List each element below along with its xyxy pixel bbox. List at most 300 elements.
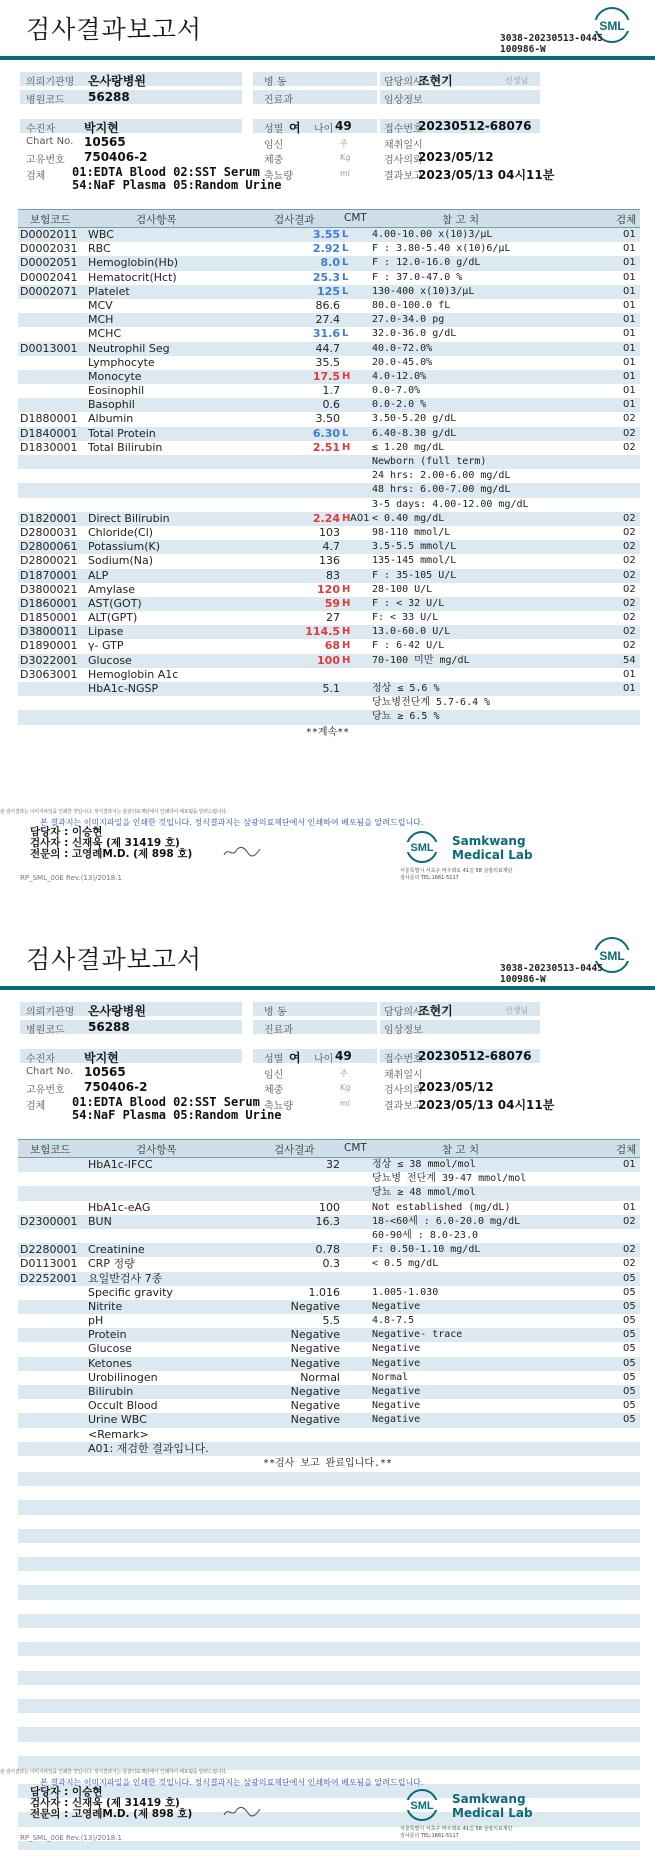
hospital-code-label: 병원코드 (26, 95, 65, 106)
cell-result: 5.1 (322, 682, 340, 695)
cell-result: 35.5 (315, 355, 340, 369)
cell-result: 3.55 (312, 228, 340, 241)
clinical-info-label: 임상정보 (384, 1025, 423, 1036)
lab-phone: 검사문의 TEL:1661-5117 (400, 1833, 459, 1839)
cell-specimen: 01 (623, 385, 636, 397)
cell-name: Occult Blood (88, 1399, 158, 1413)
table-row (18, 342, 640, 356)
chart-no-label: Chart No. (26, 136, 74, 147)
sex-value: 여 (289, 121, 301, 135)
col-result: 검사결과 (274, 214, 315, 226)
cell-reference: 3-5 days: 4.00-12.00 mg/dL (372, 498, 529, 510)
document-number (500, 33, 603, 55)
hospital-code-value: 56288 (88, 1020, 130, 1034)
staff-name: 이승현 (71, 1786, 103, 1798)
cell-reference: 13.0-60.0 U/L (372, 626, 451, 638)
col-cmt: CMT (344, 1142, 367, 1154)
institution-value: 온사랑병원 (88, 74, 146, 88)
cell-reference: F : 12.0-16.0 g/dL (372, 257, 481, 269)
cell-reference: < 0.5 mg/dL (372, 1258, 439, 1270)
cell-specimen: 01 (623, 229, 636, 240)
cell-result: 120 (317, 582, 340, 596)
table-row (18, 696, 640, 710)
collect-time-label: 채취일시 (384, 140, 423, 151)
id-no-label: 고유번호 (26, 155, 65, 166)
cell-specimen: 02 (623, 583, 636, 595)
cell-name: Lymphocyte (88, 355, 155, 369)
table-row (18, 242, 640, 256)
urine-volume-unit: ml (340, 169, 351, 178)
age-value: 49 (335, 119, 352, 133)
cell-flag: L (342, 243, 349, 255)
table-row (18, 1201, 640, 1215)
table-row (18, 327, 640, 341)
cell-flag: H (342, 583, 351, 595)
col-name: 검사항목 (136, 1144, 177, 1156)
cell-reference: Negative (372, 1343, 421, 1355)
blank-row (18, 1699, 640, 1713)
signature-icon (222, 1805, 262, 1819)
patient-name-label: 수진자 (26, 124, 55, 135)
cell-reference: 20.0-45.0% (372, 356, 433, 368)
continued-text: **계속** (305, 726, 350, 738)
pregnancy-unit: 주 (340, 1069, 348, 1078)
cell-name: BUN (88, 1214, 112, 1228)
cell-name: Hemoglobin A1c (88, 667, 179, 681)
cell-flag: H (342, 512, 351, 524)
cell-code: D0002041 (20, 270, 78, 284)
cell-code: D0002031 (20, 242, 78, 256)
request-date-value: 2023/05/12 (418, 150, 494, 164)
table-row (18, 370, 640, 384)
cell-name: <Remark> (88, 1427, 149, 1441)
cell-reference: 18-<60세 : 6.0-20.0 mg/dL (372, 1215, 521, 1227)
cell-code: D2800021 (20, 554, 78, 568)
cell-result: 27 (326, 611, 340, 625)
urine-volume-unit: ml (340, 1099, 351, 1108)
signature-block (30, 1787, 192, 1820)
cell-specimen: 05 (623, 1386, 636, 1397)
ward-label: 병 동 (264, 77, 287, 88)
cell-reference: 40.0-72.0% (372, 342, 433, 354)
cell-specimen: 05 (623, 1414, 636, 1426)
cell-reference: Negative (372, 1386, 421, 1397)
table-header (18, 209, 640, 228)
sex-label: 성별 (264, 1054, 284, 1065)
lab-phone: 검사문의 TEL:1661-5117 (400, 875, 459, 881)
cell-name: Platelet (88, 284, 130, 298)
cell-result: Negative (290, 1399, 340, 1413)
blank-row (18, 1600, 640, 1614)
notice-text: 본 결과지는 이미지파일을 인쇄한 것입니다. 정식결과지는 삼광의료재단에서 인쇄하여 배포됨을 알려드립니다. (40, 1778, 424, 1787)
cell-specimen: 02 (623, 526, 636, 538)
tester-name: 신재욱 (제 31419 호) (71, 837, 180, 849)
fine-print: 본 검사결과는 이미지파일을 인쇄한 것입니다. 정식결과지는 삼광의료재단에서 인쇄하여 배포됨을 알려드립니다. (0, 1769, 228, 1775)
cell-result: 31.6 (312, 327, 340, 341)
cell-name: Direct Bilirubin (88, 511, 170, 525)
cell-result: 100 (317, 653, 340, 667)
patient-name-value: 박지현 (84, 121, 119, 135)
blank-row (18, 1529, 640, 1543)
report-page-1 (0, 0, 655, 920)
cell-code: D0013001 (20, 341, 78, 355)
blank-row (18, 1614, 640, 1628)
institution-value: 온사랑병원 (88, 1004, 146, 1018)
cell-reference: 1.005-1.030 (372, 1286, 439, 1298)
table-row (18, 228, 640, 242)
table-row (18, 1229, 640, 1243)
cell-specimen: 02 (623, 640, 636, 652)
cell-name: Potassium(K) (88, 540, 161, 554)
cell-code: D1830001 (20, 440, 78, 454)
patient-name-value: 박지현 (84, 1051, 119, 1065)
cell-reference: 당뇨병 전단계 39-47 mmol/mol (372, 1173, 527, 1185)
table-row (18, 1342, 640, 1356)
cell-code: D2800061 (20, 540, 78, 554)
blank-row (18, 1727, 640, 1741)
table-row (18, 654, 640, 668)
cell-specimen: 05 (623, 1400, 636, 1412)
cell-name: Glucose (88, 653, 132, 667)
cell-name: Sodium(Na) (88, 554, 153, 568)
cell-result: 2.51 (312, 440, 340, 454)
cell-reference: Normal (372, 1371, 409, 1383)
cell-reference: F: < 33 U/L (372, 612, 439, 624)
cell-result: 4.7 (322, 540, 340, 554)
cell-result: Normal (300, 1370, 340, 1384)
blank-row (18, 1628, 640, 1642)
sml-lab-logo-icon (400, 1788, 444, 1822)
doc-no-line1: 3038-20230513-0445 (500, 33, 603, 44)
specimen-label: 검체 (26, 171, 46, 182)
col-code: 보험코드 (30, 214, 71, 226)
cell-reference: 80.0-100.0 fL (372, 299, 451, 311)
cell-reference: 정상 ≤ 5.6 % (372, 683, 440, 694)
cell-specimen: 02 (623, 1244, 636, 1256)
tester-name: 신재욱 (제 31419 호) (71, 1797, 180, 1809)
notice-text: 본 결과지는 이미지파일을 인쇄한 것입니다. 정식결과지는 삼광의료재단에서 인쇄하여 배포됨을 알려드립니다. (40, 818, 424, 827)
cell-reference: 4.00-10.00 x(10)3/μL (372, 229, 493, 240)
table-row (18, 540, 640, 554)
cell-code: D1860001 (20, 596, 78, 610)
lab-name-line1: Samkwang (452, 1792, 526, 1806)
table-row (18, 1172, 640, 1186)
table-row (18, 1314, 640, 1328)
cell-code: D2300001 (20, 1214, 78, 1228)
logo-text: SML (599, 19, 625, 33)
cell-specimen: 05 (623, 1343, 636, 1355)
cell-name: MCV (88, 298, 113, 312)
table-row (18, 1215, 640, 1229)
results-table (18, 1139, 640, 1850)
specialist-name: 고영례M.D. (제 898 호) (71, 848, 193, 860)
table-row (18, 1300, 640, 1314)
cell-specimen: 05 (623, 1357, 636, 1369)
cell-name: Hematocrit(Hct) (88, 270, 177, 284)
cell-reference: Negative- trace (372, 1329, 463, 1341)
table-row (18, 1286, 640, 1300)
report-date-value: 2023/05/13 04시11분 (418, 168, 555, 182)
cell-reference: Newborn (full term) (372, 456, 487, 467)
table-row (18, 639, 640, 653)
cell-result: 125 (317, 284, 340, 298)
cell-result: Negative (290, 1299, 340, 1313)
cell-reference: Negative (372, 1357, 421, 1369)
blank-row (18, 1585, 640, 1599)
cell-name: Nitrite (88, 1299, 123, 1313)
table-row (18, 1257, 640, 1271)
receipt-no-value: 20230512-68076 (418, 119, 532, 133)
cell-specimen: 01 (623, 271, 636, 283)
tester-label: 검사자 : (30, 1797, 69, 1809)
table-row (18, 398, 640, 412)
cell-flag: L (342, 257, 349, 269)
doc-no-line2: 100986-W (500, 44, 546, 55)
table-row (18, 526, 640, 540)
table-row (18, 455, 640, 469)
cell-result: Negative (290, 1385, 340, 1398)
cell-result: Negative (290, 1328, 340, 1342)
cell-name: Creatinine (88, 1243, 145, 1257)
lab-address: 서울특별시 서초구 바우뫼로 41길 58 삼광의료재단 (400, 1826, 513, 1832)
doc-no-line1: 3038-20230513-0445 (500, 963, 603, 974)
table-row (18, 356, 640, 370)
cell-result: 44.7 (315, 341, 340, 355)
cell-reference: F : 37.0-47.0 % (372, 271, 463, 283)
cell-name: Basophil (88, 398, 135, 412)
table-row (18, 1399, 640, 1413)
cell-code: D1840001 (20, 426, 78, 440)
lab-name-line2: Medical Lab (452, 1806, 533, 1820)
request-date-value: 2023/05/12 (418, 1080, 494, 1094)
cell-specimen: 02 (623, 1258, 636, 1270)
cell-code: D2252001 (20, 1271, 78, 1285)
institution-label: 의뢰기관명 (26, 1007, 75, 1018)
cell-specimen: 02 (623, 441, 636, 453)
cell-specimen: 02 (623, 512, 636, 524)
cell-reference: 당뇨 ≥ 6.5 % (372, 711, 440, 723)
hospital-code-label: 병원코드 (26, 1025, 65, 1036)
cell-flag: H (342, 654, 351, 666)
cell-name: AST(GOT) (88, 596, 142, 610)
col-specimen: 검체 (616, 214, 637, 226)
cell-name: Amylase (88, 582, 136, 596)
cell-flag: L (342, 285, 349, 297)
table-body (18, 228, 640, 725)
cell-reference: 0.0-7.0% (372, 385, 421, 397)
cell-result: 8.0 (320, 256, 340, 270)
specimen-label: 검체 (26, 1101, 46, 1112)
cell-name: WBC (88, 228, 114, 241)
blank-row (18, 1841, 640, 1850)
doctor-suffix: 선생님 (505, 76, 529, 85)
table-row (18, 441, 640, 455)
cell-name: CRP 정량 (88, 1257, 135, 1271)
lab-name (452, 1792, 533, 1820)
receipt-no-label: 접수번호 (384, 1054, 423, 1065)
report-date-label: 결과보고 (384, 1101, 423, 1112)
age-value: 49 (335, 1049, 352, 1063)
cell-name: ALP (88, 568, 109, 582)
cell-reference: Negative (372, 1414, 421, 1426)
table-row (18, 668, 640, 682)
specimen-line2: 54:NaF Plasma 05:Random Urine (72, 178, 282, 192)
cell-code: D1820001 (20, 511, 78, 525)
report-date-value: 2023/05/13 04시11분 (418, 1098, 555, 1112)
doc-no-line2: 100986-W (500, 974, 546, 985)
table-header (18, 1139, 640, 1158)
cell-code: D2800031 (20, 525, 78, 539)
cell-specimen: 01 (623, 285, 636, 297)
cell-code: D1870001 (20, 568, 78, 582)
cell-specimen: 05 (623, 1371, 636, 1383)
col-ref: 참 고 치 (442, 214, 480, 226)
table-row (18, 569, 640, 583)
cell-result: 17.5 (312, 369, 340, 383)
cell-flag: L (342, 427, 349, 439)
table-body (18, 1158, 640, 1456)
institution-label: 의뢰기관명 (26, 77, 75, 88)
cell-specimen: 02 (623, 626, 636, 638)
report-header (0, 930, 655, 990)
chart-no-label: Chart No. (26, 1066, 74, 1077)
cell-specimen: 01 (623, 1159, 636, 1170)
cell-name: MCHC (88, 327, 122, 341)
cell-specimen: 54 (623, 654, 636, 666)
cell-name: Monocyte (88, 369, 142, 383)
cell-name: A01: 재검한 결과입니다. (88, 1441, 209, 1455)
cell-reference: F : < 32 U/L (372, 597, 445, 609)
specialist-label: 전문의 : (30, 848, 69, 860)
cell-specimen: 01 (623, 243, 636, 255)
cell-specimen: 02 (623, 612, 636, 624)
cell-flag: L (342, 328, 349, 340)
specimen-line1: 01:EDTA Blood 02:SST Serum (72, 1095, 260, 1109)
table-row (18, 1442, 640, 1456)
cell-code: D1850001 (20, 611, 78, 625)
cell-reference: 32.0-36.0 g/dL (372, 328, 457, 340)
cell-reference: 130-400 x(10)3/μL (372, 285, 475, 297)
specialist-label: 전문의 : (30, 1808, 69, 1820)
cell-flag: H (342, 370, 351, 382)
cell-specimen: 05 (623, 1286, 636, 1298)
cell-specimen: 01 (623, 399, 636, 411)
cell-result: 3.50 (315, 412, 340, 426)
cell-code: D0002011 (20, 228, 78, 241)
cell-specimen: 05 (623, 1300, 636, 1312)
table-row (18, 384, 640, 398)
cell-code: D0002051 (20, 256, 78, 270)
cell-name: pH (88, 1314, 104, 1328)
cell-reference: 135-145 mmol/L (372, 555, 457, 567)
weight-unit: Kg (340, 153, 351, 162)
specialist-name: 고영례M.D. (제 898 호) (71, 1808, 193, 1820)
table-row (18, 625, 640, 639)
col-result: 검사결과 (274, 1144, 315, 1156)
blank-row (18, 1656, 640, 1670)
blank-row (18, 1543, 640, 1557)
blank-row (18, 1713, 640, 1727)
cell-name: HbA1c-eAG (88, 1200, 151, 1214)
cell-code: D0113001 (20, 1257, 78, 1271)
pregnancy-unit: 주 (340, 139, 348, 148)
cell-reference: 48 hrs: 6.00-7.00 mg/dL (372, 484, 511, 496)
cell-name: Eosinophil (88, 384, 145, 398)
table-row (18, 710, 640, 724)
cell-specimen: 01 (623, 683, 636, 694)
table-row (18, 597, 640, 611)
cell-reference: 3.5-5.5 mmol/L (372, 541, 457, 553)
staff-label: 담당자 : (30, 1786, 69, 1798)
logo-text: SML (599, 949, 625, 963)
logo-text: SML (410, 1800, 434, 1812)
cell-reference: Negative (372, 1400, 421, 1412)
cell-reference: 70-100 미만 mg/dL (372, 654, 470, 666)
report-page-2 (0, 930, 655, 1850)
sml-lab-logo-icon (400, 830, 444, 864)
lab-name-line2: Medical Lab (452, 848, 533, 862)
table-row (18, 412, 640, 426)
cell-name: RBC (88, 242, 111, 256)
cell-result: 1.016 (308, 1285, 340, 1299)
sex-value: 여 (289, 1051, 301, 1065)
cell-reference: Not established (mg/dL) (372, 1201, 511, 1213)
cell-specimen: 01 (623, 342, 636, 354)
cell-reference: F : 6-42 U/L (372, 640, 445, 652)
table-row (18, 469, 640, 483)
cell-reference: 60-90세 : 8.0-23.0 (372, 1229, 478, 1241)
ward-label: 병 동 (264, 1007, 287, 1018)
cell-specimen: 02 (623, 413, 636, 425)
weight-label: 체중 (264, 155, 284, 166)
blank-row (18, 1515, 640, 1529)
cell-name: Total Bilirubin (88, 440, 163, 454)
cell-flag: L (342, 271, 349, 283)
results-table (18, 209, 640, 741)
id-no-value: 750406-2 (84, 1080, 148, 1094)
blank-row (18, 1742, 640, 1756)
cell-result: 0.6 (322, 398, 340, 412)
col-cmt: CMT (344, 212, 367, 224)
revision-label: RP_SML_00E Rev.(13)/2018.1 (20, 874, 122, 882)
cell-cmt: A01 (350, 512, 370, 524)
cell-result: 114.5 (305, 625, 340, 639)
cell-specimen: 05 (623, 1272, 636, 1284)
cell-name: Bilirubin (88, 1385, 134, 1398)
cell-specimen: 02 (623, 427, 636, 439)
cell-result: 25.3 (312, 270, 340, 284)
blank-row (18, 1557, 640, 1571)
cell-result: 83 (326, 568, 340, 582)
cell-reference: 98-110 mmol/L (372, 526, 451, 538)
document-number (500, 963, 603, 985)
cell-code: D1880001 (20, 412, 78, 426)
table-row (18, 1186, 640, 1200)
table-row (18, 313, 640, 327)
cell-code: D3800011 (20, 625, 78, 639)
cell-flag: L (342, 229, 349, 240)
cell-reference: 당뇨병전단계 5.7-6.4 % (372, 697, 491, 709)
blank-row (18, 1685, 640, 1699)
complete-text: **검사 보고 완료입니다.** (262, 1457, 393, 1469)
cell-code: D3800021 (20, 582, 78, 596)
cell-result: 136 (319, 554, 340, 568)
request-date-label: 검사의뢰 (384, 1085, 423, 1096)
cell-name: Chloride(Cl) (88, 525, 154, 539)
cell-specimen: 01 (623, 314, 636, 326)
cell-reference: ≤ 1.20 mg/dL (372, 441, 445, 453)
pregnancy-label: 임신 (264, 1070, 284, 1081)
